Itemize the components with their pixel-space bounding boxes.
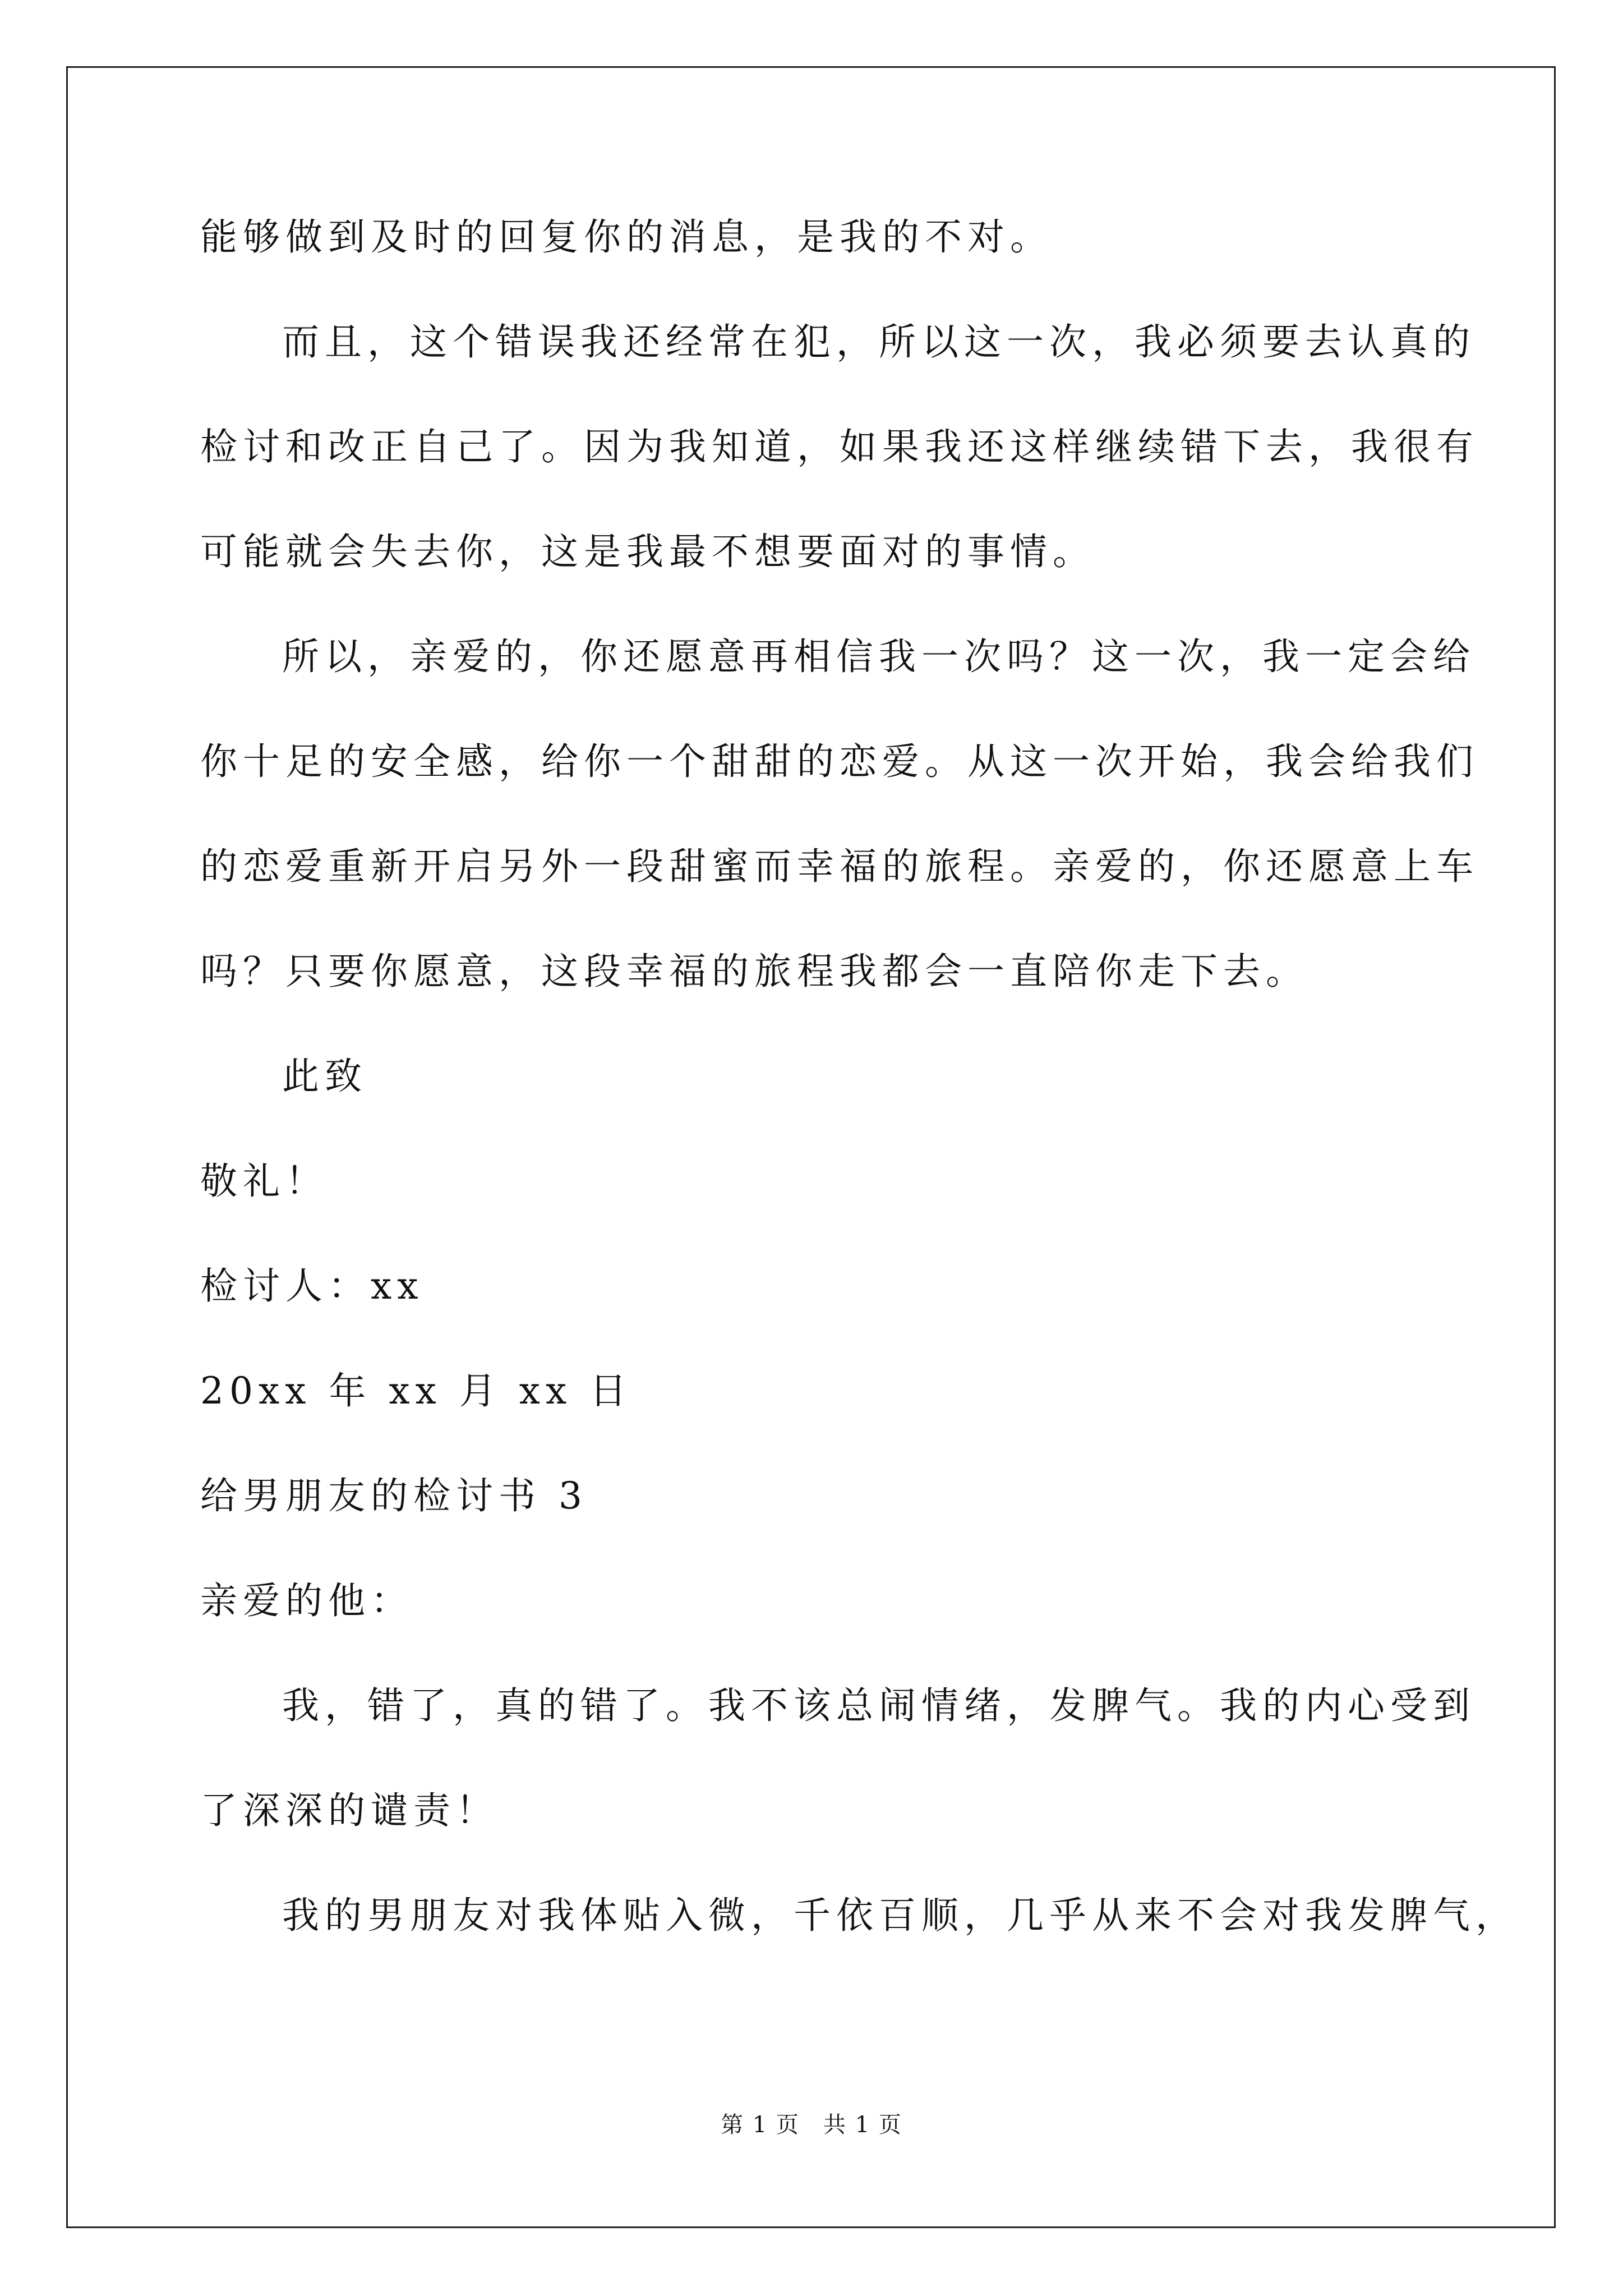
text-line: 我的男朋友对我体贴入微，千依百顺，几乎从来不会对我发脾气， (282, 1894, 1518, 1937)
text-line: 我，错了，真的错了。我不该总闹情绪，发脾气。我的内心受到 (282, 1684, 1476, 1727)
text-line: 所以，亲爱的，你还愿意再相信我一次吗？这一次，我一定会给 (282, 635, 1476, 678)
closing-salutation: 此致 (282, 1055, 367, 1098)
text-line: 的恋爱重新开启另外一段甜蜜而幸福的旅程。亲爱的，你还愿意上车 (200, 845, 1479, 888)
page-footer: 第 1 页 共 1 页 (721, 2112, 902, 2138)
text-line: 了深深的谴责！ (200, 1789, 499, 1832)
text-line: 而且，这个错误我还经常在犯，所以这一次，我必须要去认真的 (282, 320, 1476, 364)
text-line: 你十足的安全感，给你一个甜甜的恋爱。从这一次开始，我会给我们 (200, 740, 1479, 783)
text-line: 检讨和改正自己了。因为我知道，如果我还这样继续错下去，我很有 (200, 425, 1479, 468)
date-line: 20xx 年 xx 月 xx 日 (200, 1369, 633, 1412)
text-line: 吗？只要你愿意，这段幸福的旅程我都会一直陪你走下去。 (200, 950, 1308, 993)
text-line: 能够做到及时的回复你的消息，是我的不对。 (200, 215, 1053, 259)
section-heading: 给男朋友的检讨书 3 (200, 1474, 588, 1517)
signature-line: 检讨人：xx (200, 1264, 424, 1308)
text-line: 可能就会失去你，这是我最不想要面对的事情。 (200, 530, 1095, 573)
closing-regards: 敬礼！ (200, 1159, 328, 1203)
greeting-line: 亲爱的他： (200, 1579, 413, 1622)
